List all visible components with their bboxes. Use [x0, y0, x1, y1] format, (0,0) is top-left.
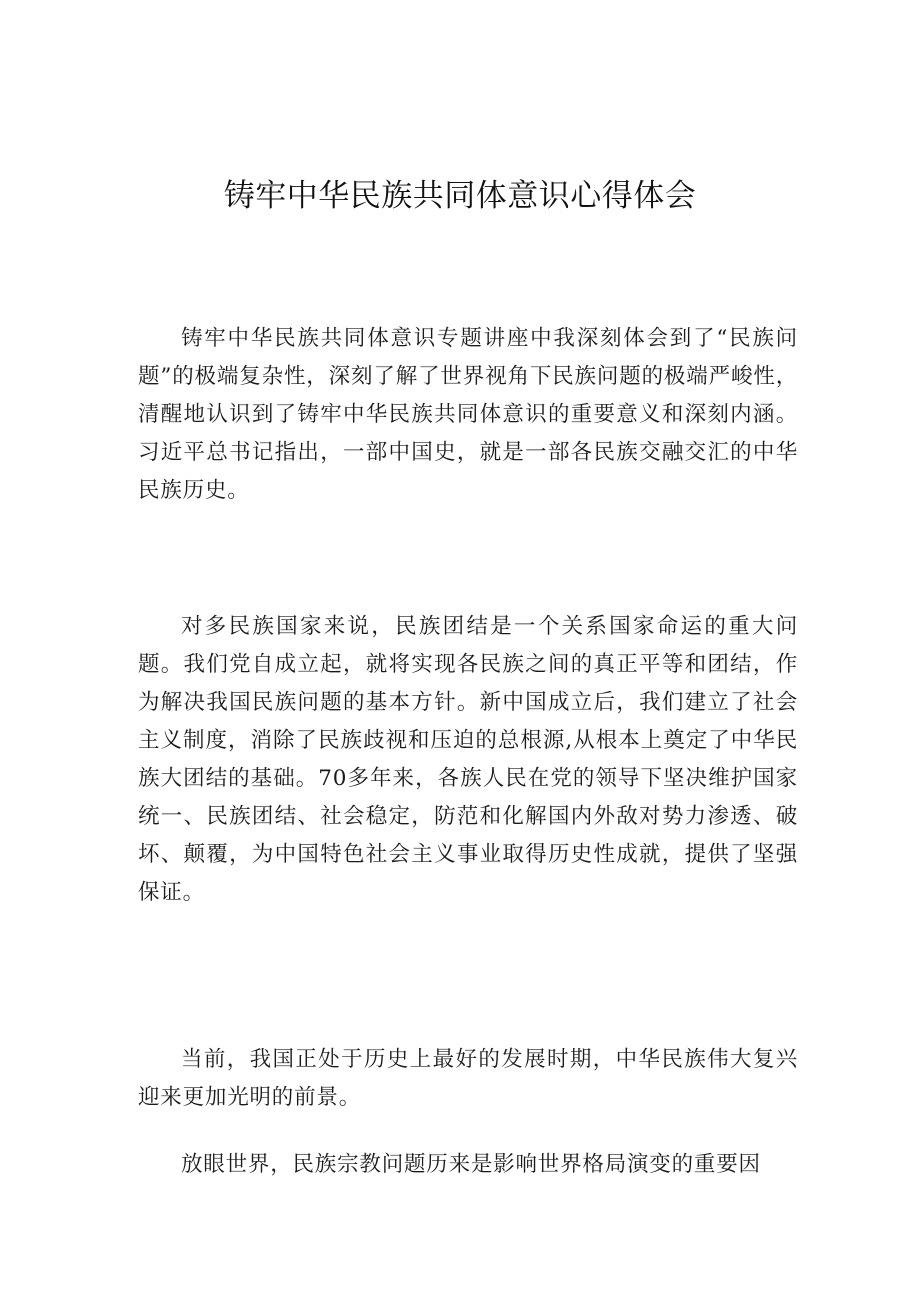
paragraph-2: 对多民族国家来说，民族团结是一个关系国家命运的重大问题。我们党自成立起，就将实现各民族之间的真正平等和团结，作为解决我国民族问题的基本方针。新中国成立后，我们建立了社会主义制度，消除了民族歧视和压迫的总根源,从根本上奠定了中华民族大团结的基础。70多年来，各族人民在党的领导下坚决维护国家统一、民族团结、社会稳定，防范和化解国内外敌对势力渗透、破坏、颠覆，为中国特色社会主义事业取得历史性成就，提供了坚强保证。 [138, 614, 798, 905]
paragraph-3: 当前，我国正处于历史上最好的发展时期，中华民族伟大复兴迎来更加光明的前景。 [138, 1047, 798, 1110]
document-title: 铸牢中华民族共同体意识心得体会 [223, 178, 697, 214]
paragraph-1: 铸牢中华民族共同体意识专题讲座中我深刻体会到了“民族问题”的极端复杂性，深刻了解了世界视角下民族问题的极端严峻性，清醒地认识到了铸牢中华民族共同体意识的重要意义和深刻内涵。习近平总书记指出，一部中国史，就是一部各民族交融交汇的中华民族历史。 [138, 326, 798, 503]
paragraph-4: 放眼世界，民族宗教问题历来是影响世界格局演变的重要因 [181, 1152, 761, 1177]
